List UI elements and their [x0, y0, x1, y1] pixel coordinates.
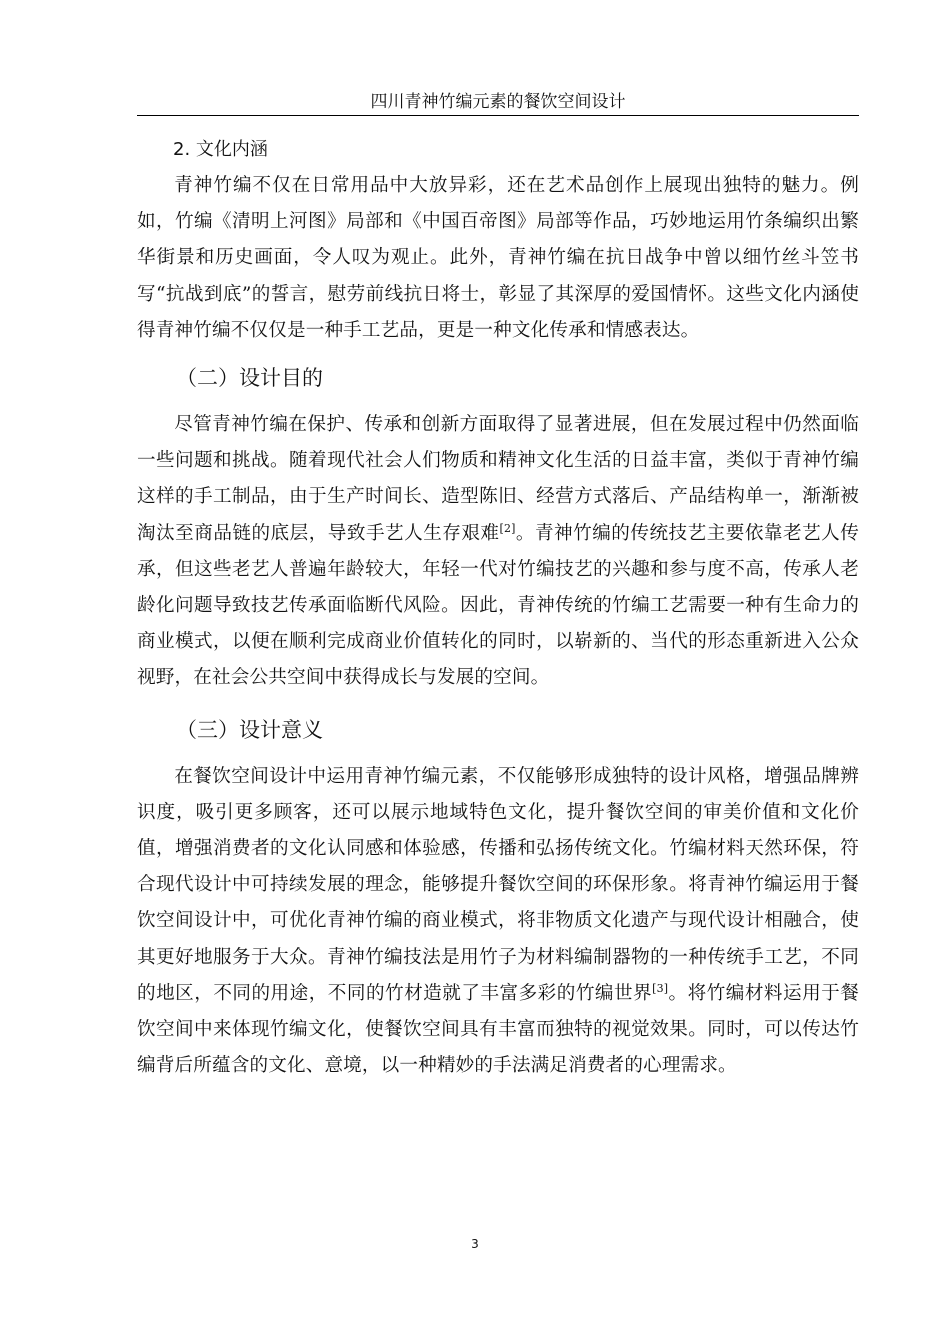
page-content [137, 132, 859, 1084]
subsection-title: 2. 文化内涵 [173, 139, 268, 160]
page-number: 3 [471, 1237, 479, 1251]
paragraph-design-purpose-text-1: 尽管青神竹编在保护、传承和创新方面取得了显著进展，但在发展过程中仍然面临一些问题和挑战。随着现代社会人们物质和精神文化生活的日益丰富，类似于青神竹编这样的手工制品，由于生产时间长、造型陈旧、经营方式落后、产品结构单一，渐渐被淘汰至商品链的底层，导致手艺人生存艰难 [137, 414, 859, 544]
paragraph-design-purpose [137, 407, 859, 697]
section-heading-design-significance: （三）设计意义 [176, 717, 323, 742]
paragraph-design-significance-text-2: 。将竹编材料运用于餐饮空间中来体现竹编文化，使餐饮空间具有丰富而独特的视觉效果。同时，可以传达竹编背后所蕴含的文化、意境，以一种精妙的手法满足消费者的心理需求。 [137, 982, 859, 1077]
section-heading-design-purpose: （二）设计目的 [176, 366, 323, 391]
header-rule [137, 115, 859, 116]
running-header-title: 四川青神竹编元素的餐饮空间设计 [370, 92, 626, 112]
paragraph-design-purpose-text-2: 。青神竹编的传统技艺主要依靠老艺人传承，但这些老艺人普遍年龄较大，年轻一代对竹编技艺的兴趣和参与度不高，传承人老龄化问题导致技艺传承面临断代风险。因此，青神传统的竹编工艺需要一种有生命力的商业模式，以便在顺利完成商业价值转化的同时，以崭新的、当代的形态重新进入公众视野，在社会公共空间中获得成长与发展的空间。 [137, 522, 859, 689]
paragraph-cultural-connotation: 青神竹编不仅在日常用品中大放异彩，还在艺术品创作上展现出独特的魅力。例如，竹编《清明上河图》局部和《中国百帝图》局部等作品，巧妙地运用竹条编织出繁华街景和历史画面，令人叹为观止。此外，青神竹编在抗日战争中曾以细竹丝斗笠书写“抗战到底”的誓言，慰劳前线抗日将士，彰显了其深厚的爱国情怀。这些文化内涵使得青神竹编不仅仅是一种手工艺品，更是一种文化传承和情感表达。 [137, 175, 859, 341]
citation-marker: [2] [499, 521, 516, 535]
citation-marker: [3] [652, 981, 669, 995]
paragraph-design-significance-text-1: 在餐饮空间设计中运用青神竹编元素，不仅能够形成独特的设计风格，增强品牌辨识度，吸引更多顾客，还可以展示地域特色文化，提升餐饮空间的审美价值和文化价值，增强消费者的文化认同感和体验感，传播和弘扬传统文化。竹编材料天然环保，符合现代设计中可持续发展的理念，能够提升餐饮空间的环保形象。将青神竹编运用于餐饮空间设计中，可优化青神竹编的商业模式，将非物质文化遗产与现代设计相融合，使其更好地服务于大众。青神竹编技法是用竹子为材料编制器物的一种传统手工艺，不同的地区，不同的用途，不同的竹材造就了丰富多彩的竹编世界 [137, 765, 859, 1004]
paragraph-design-significance [137, 759, 859, 1085]
